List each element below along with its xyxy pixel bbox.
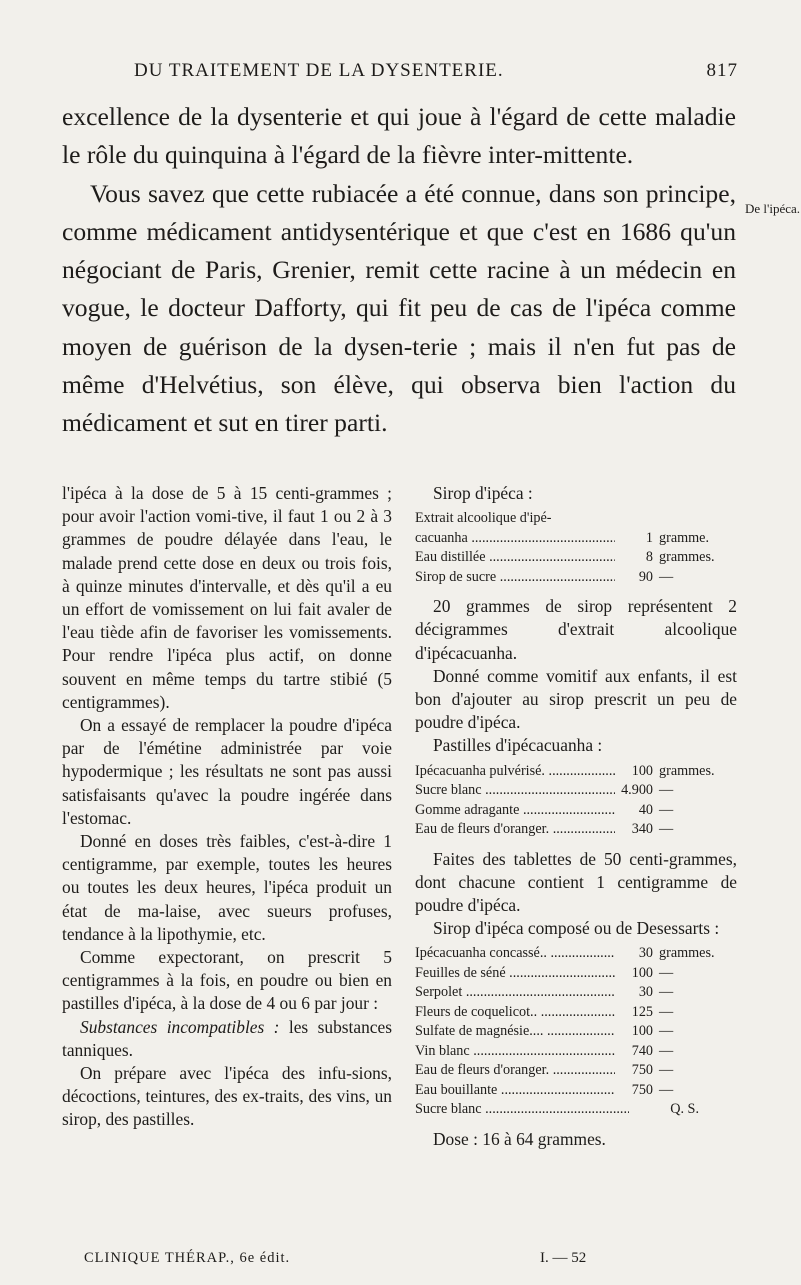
ingredient-unit: — <box>659 782 674 799</box>
ingredient-unit: grammes. <box>659 762 715 779</box>
ingredient-quantity: 30 <box>638 945 653 962</box>
recipe-row <box>415 568 737 588</box>
incompatibles-text: les substances tanniques. <box>62 1016 392 1060</box>
ingredient-quantity: 340 <box>631 821 653 838</box>
recipe-row <box>415 1061 737 1081</box>
ingredient-unit: — <box>659 1062 674 1079</box>
ingredient-quantity: 125 <box>631 1003 653 1020</box>
ingredient-quantity <box>629 509 737 529</box>
main-paragraph-2: Vous savez que cette rubiacée a été connue, dans son principe, comme médicament antidysentérique et que c'est en 1686 qu'un négociant de Paris, Grenier, remit cette racine à un médecin en vogue, le docteur Dafforty, qui fit peu de cas de l'ipéca comme moyen de guérison de la dysen-terie ; mais il n'en fut pas de même d'Helvétius, son élève, qui observa bien l'action du médicament et sut en tirer parti. <box>62 178 736 438</box>
ingredient-quantity: 4.900 <box>621 782 653 799</box>
ingredient-name: Sucre blanc ..... <box>415 1100 629 1120</box>
left-column <box>62 482 392 1132</box>
recipe-row <box>415 1100 737 1120</box>
ingredient-name: Eau distillée ..... <box>415 548 615 568</box>
ingredient-quantity: 40 <box>638 801 653 818</box>
ingredient-unit: — <box>659 984 674 1001</box>
ingredient-name: Extrait alcoolique d'ipé- <box>415 510 552 527</box>
ingredient-name: cacuanha ..... <box>415 529 615 549</box>
left-paragraph-5 <box>62 1016 392 1062</box>
recipe-row <box>415 548 737 568</box>
incompatibles-label: Substances incompatibles : <box>80 1016 280 1037</box>
ingredient-quantity: 750 <box>631 1062 653 1079</box>
ingredient-name: Eau de fleurs d'oranger. ..... <box>415 820 615 840</box>
footer-left: CLINIQUE THÉRAP., 6e édit. <box>84 1250 291 1266</box>
ingredient-name: Ipécacuanha concassé.. ..... <box>415 944 615 964</box>
ingredient-unit: — <box>659 1023 674 1040</box>
ingredient-quantity: 100 <box>631 964 653 981</box>
ingredient-name: Ipécacuanha pulvérisé. ..... <box>415 762 615 782</box>
pastilles-title: Pastilles d'ipécacuanha : <box>433 735 603 756</box>
recipe-row <box>415 529 737 549</box>
ingredient-name: Eau de fleurs d'oranger. ..... <box>415 1061 615 1081</box>
recipe-row <box>415 820 737 840</box>
vomitif-note: Donné comme vomitif aux enfants, il est bon d'ajouter au sirop prescrit un peu de poudre d'ipéca. <box>415 665 737 733</box>
ingredient-quantity: 30 <box>638 984 653 1001</box>
ingredient-name: Feuilles de séné ..... <box>415 964 615 984</box>
ingredient-unit: — <box>659 1003 674 1020</box>
ingredient-quantity: 100 <box>631 1023 653 1040</box>
ingredient-unit: grammes. <box>659 549 715 566</box>
left-paragraph-3: Donné en doses très faibles, c'est-à-dire 1 centigramme, par exemple, toutes les heures ou toutes les deux heures, l'ipéca produit un état de ma-laise, avec sueurs profuses, tendance à la lipothymie, etc. <box>62 831 392 944</box>
recipe-row <box>415 1003 737 1023</box>
running-title: DU TRAITEMENT DE LA DYSENTERIE. <box>134 60 504 81</box>
ingredient-quantity: 750 <box>631 1081 653 1098</box>
sirop-note: 20 grammes de sirop représentent 2 décigrammes d'extrait alcoolique d'ipécacuanha. <box>415 596 737 663</box>
compose-recipe-table <box>415 944 737 1120</box>
recipe-row <box>415 762 737 782</box>
page-number: 817 <box>706 60 738 81</box>
right-column <box>415 482 737 1151</box>
ingredient-unit: gramme. <box>659 529 710 546</box>
recipe-row <box>415 1042 737 1062</box>
ingredient-name: Sirop de sucre ..... <box>415 568 615 588</box>
margin-note: De l'ipéca. <box>745 201 801 216</box>
ingredient-name: Sucre blanc ..... <box>415 781 615 801</box>
ingredient-unit: — <box>659 801 674 818</box>
recipe-row <box>415 801 737 821</box>
compose-title: Sirop d'ipéca composé ou de Desessarts : <box>433 918 720 939</box>
left-paragraph-4: Comme expectorant, on prescrit 5 centigrammes à la fois, en poudre ou bien en pastilles d'ipéca, à la dose de 4 ou 6 par jour : <box>62 947 392 1014</box>
ingredient-quantity: 1 <box>645 529 653 546</box>
recipe-row <box>415 944 737 964</box>
left-paragraph-6: On prépare avec l'ipéca des infu-sions, décoctions, teintures, des ex-traits, des vins, un sirop, des pastilles. <box>62 1063 392 1130</box>
recipe-row <box>415 983 737 1003</box>
ingredient-unit: — <box>659 964 674 981</box>
ingredient-quantity: 8 <box>645 549 653 566</box>
ingredient-name: Serpolet ..... <box>415 983 615 1003</box>
recipe-row <box>415 1022 737 1042</box>
left-paragraph-1: l'ipéca à la dose de 5 à 15 centi-grammes ; pour avoir l'action vomi-tive, il faut 1 ou 2 à 3 grammes de poudre délayée dans l'eau, le malade prend cette dose en deux ou trois fois, à quinze minutes d'intervalle, et dès qu'il a eu un effort de vomissement on lui fait avaler de l'eau tiède afin de favoriser les vomissements. Pour rendre l'ipéca plus actif, on donne souvent en même temps du tartre stibié (5 centigrammes). <box>62 483 392 712</box>
main-text <box>62 98 736 443</box>
recipe-row <box>415 781 737 801</box>
ingredient-name: Eau bouillante ..... <box>415 1081 615 1101</box>
ingredient-name: Gomme adragante ..... <box>415 801 615 821</box>
ingredient-unit: — <box>659 821 674 838</box>
pastilles-recipe-table <box>415 762 737 840</box>
running-header <box>62 60 738 90</box>
ingredient-quantity: 100 <box>631 762 653 779</box>
ingredient-quantity: 740 <box>631 1042 653 1059</box>
left-paragraph-2: On a essayé de remplacer la poudre d'ipéca par de l'émétine administrée par voie hypodermique ; les résultats ne sont pas aussi satisfaisants qu'avec la poudre ingérée dans l'estomac. <box>62 715 392 828</box>
main-paragraph-1: excellence de la dysenterie et qui joue à l'égard de cette maladie le rôle du quinquina à l'égard de la fièvre inter-mittente. <box>62 102 736 170</box>
sirop-recipe-table <box>415 509 737 587</box>
sirop-title: Sirop d'ipéca : <box>433 483 533 503</box>
dose-line: Dose : 16 à 64 grammes. <box>433 1128 606 1149</box>
ingredient-unit: — <box>659 1081 674 1098</box>
ingredient-name: Vin blanc ..... <box>415 1042 615 1062</box>
ingredient-unit: — <box>659 568 674 585</box>
ingredient-unit: — <box>659 1042 674 1059</box>
ingredient-quantity: Q. S. <box>670 1101 699 1118</box>
ingredient-unit: grammes. <box>659 945 715 962</box>
footer-right: I. — 52 <box>540 1250 587 1266</box>
recipe-row <box>415 964 737 984</box>
ingredient-quantity: 90 <box>638 568 653 585</box>
recipe-row <box>415 1081 737 1101</box>
ingredient-name: Fleurs de coquelicot.. ..... <box>415 1003 615 1023</box>
tablettes-note: Faites des tablettes de 50 centi-grammes, dont chacune contient 1 centigramme de poudre d'ipéca. <box>415 848 737 916</box>
recipe-row <box>415 509 737 529</box>
ingredient-name: Sulfate de magnésie.... ..... <box>415 1022 615 1042</box>
